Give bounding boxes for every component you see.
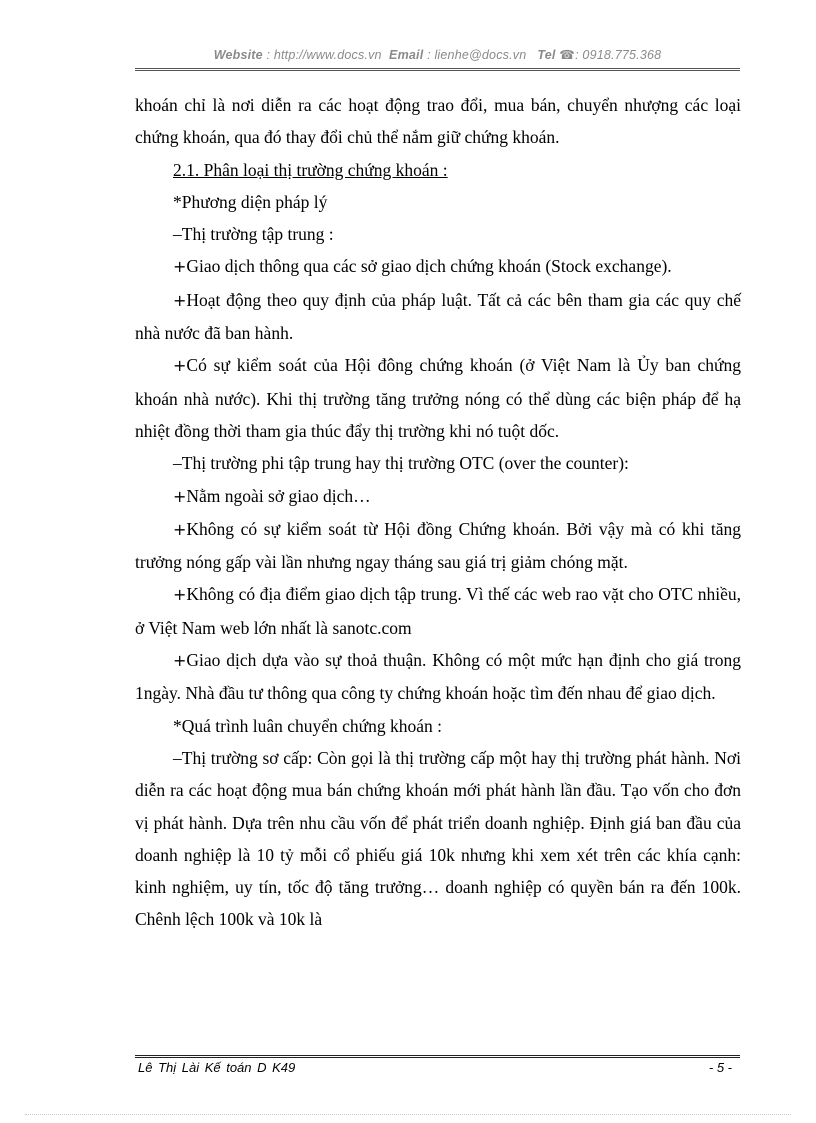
plus-icon: + — [173, 651, 187, 671]
bullet-text: Giao dịch thông qua các sở giao dịch chứng khoán (Stock exchange). — [186, 256, 672, 277]
paragraph-centralized-market: –Thị trường tập trung : — [173, 224, 334, 245]
tel-value: ☎: 0918.775.368 — [559, 48, 662, 62]
email-value: : lienhe@docs.vn — [427, 48, 527, 62]
website-value: : http://www.docs.vn — [266, 48, 382, 62]
bullet-no-council-control — [135, 513, 741, 579]
website-label: Website — [213, 48, 263, 62]
footer-author: Lê Thị Lài Kế toán D K49 — [138, 1060, 296, 1075]
bullet-outside-exchange — [135, 480, 741, 513]
plus-icon: + — [173, 486, 187, 506]
plus-icon: + — [173, 356, 187, 376]
bullet-text: Hoạt động theo quy định của pháp luật. Tất cả các bên tham gia các quy chế nhà nước đã ban hành. — [135, 289, 741, 344]
paragraph-circulation-process: *Quá trình luân chuyển chứng khoán : — [173, 715, 443, 736]
bullet-negotiated-trading — [135, 644, 741, 710]
bullet-council-control — [135, 349, 741, 447]
bullet-text: Giao dịch dựa vào sự thoả thuận. Không có một mức hạn định cho giá trong 1ngày. Nhà đầu tư thông qua công ty chứng khoán hoặc tìm đến nhau để giao dịch. — [135, 650, 741, 704]
paragraph-intro: khoán chỉ là nơi diễn ra các hoạt động trao đổi, mua bán, chuyển nhượng các loại chứng khoán, qua đó thay đổi chủ thể nắm giữ chứng khoán. — [135, 95, 741, 148]
section-heading-text: 2.1. Phân loại thị trường chứng khoán : — [173, 159, 448, 180]
plus-icon: + — [173, 290, 187, 310]
paragraph-otc-market: –Thị trường phi tập trung hay thị trường OTC (over the counter): — [173, 453, 629, 474]
footer-rule — [135, 1055, 740, 1058]
bullet-exchange-trading — [135, 250, 741, 283]
bullet-text: Nằm ngoài sở giao dịch… — [186, 485, 371, 506]
bullet-text: Không có địa điểm giao dịch tập trung. Vì thế các web rao vặt cho OTC nhiều, ở Việt Nam web lớn nhất là sanotc.com — [135, 584, 741, 638]
document-body — [135, 89, 741, 936]
bullet-text: Không có sự kiểm soát từ Hội đồng Chứng khoán. Bởi vậy mà có khi tăng trưởng nóng gấp vài lần nhưng ngay tháng sau giá trị giảm chóng mặt. — [135, 518, 741, 573]
plus-icon: + — [173, 257, 187, 277]
bullet-no-central-location — [135, 578, 741, 644]
paragraph-legal-aspect: *Phương diện pháp lý — [173, 191, 328, 212]
header-rule — [135, 68, 740, 71]
page-header — [135, 47, 740, 65]
paragraph-primary-market: –Thị trường sơ cấp: Còn gọi là thị trường cấp một hay thị trường phát hành. Nơi diễn ra các hoạt động mua bán chứng khoán mới phát hành lần đầu. Tạo vốn cho đơn vị phát hành. Dựa trên nhu cầu vốn để phát triển doanh nghiệp. Định giá ban đầu của doanh nghiệp là 10 tỷ mỗi cổ phiếu giá 10k nhưng khi xem xét trên các khía cạnh: kinh nghiệm, uy tín, tốc độ tăng trưởng… doanh nghiệp có quyền bán ra đến 100k. Chênh lệch 100k và 10k là — [135, 747, 741, 930]
tel-label: Tel — [537, 48, 556, 62]
bullet-legal-operation — [135, 284, 741, 350]
plus-icon: + — [173, 585, 187, 605]
section-heading — [135, 154, 741, 186]
page-number: - 5 - — [708, 1060, 732, 1075]
plus-icon: + — [173, 519, 187, 539]
email-label: Email — [389, 48, 424, 62]
bullet-text: Có sự kiểm soát của Hội đông chứng khoán (ở Việt Nam là Ủy ban chứng khoán nhà nước). Khi thị trường tăng trưởng nóng có thể dùng các biện pháp để hạ nhiệt đồng thời tham gia thúc đẩy thị trường khi nó tuột dốc. — [135, 355, 741, 441]
